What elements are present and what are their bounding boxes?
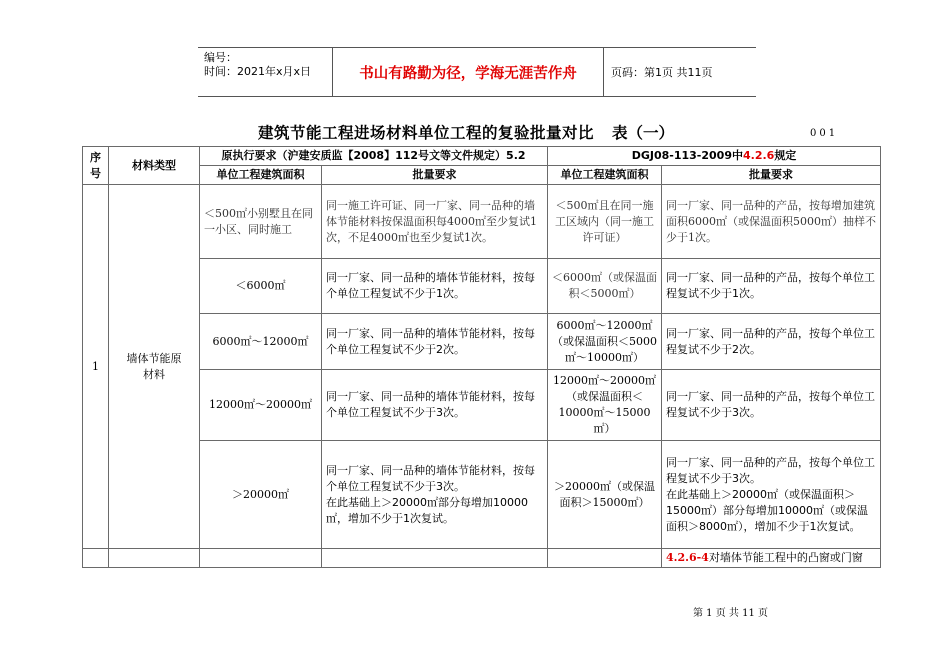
header-new-group-ref: 4.2.6 [742, 149, 775, 162]
row-material: 墙体节能原材料 [109, 185, 200, 549]
header-time-label: 时间：2021年x月x日 [204, 65, 312, 78]
table-row [83, 314, 881, 370]
header-new-group [548, 147, 881, 166]
old-req-line: 在此基础上＞20000㎡部分每增加10000㎡，增加不少于1次复试。 [326, 495, 528, 525]
page-footer: 第 1 页 共 11 页 [693, 608, 768, 619]
empty-cell [83, 549, 109, 568]
document-number: 001 [810, 128, 839, 139]
document-title-suffix: 表（一） [612, 124, 675, 142]
last-row-cell [662, 549, 881, 568]
header-divider [603, 48, 604, 96]
table-row [83, 259, 881, 314]
new-req-cell: 同一厂家、同一品种的产品，按每个单位工程复试不少于1次。 [662, 259, 881, 314]
header-motto: 书山有路勤为径，学海无涯苦作舟 [359, 65, 577, 82]
old-req-cell: 同一厂家、同一品种的墙体节能材料，按每个单位工程复试不少于2次。 [322, 314, 548, 370]
header-new-req: 批量要求 [662, 166, 881, 185]
new-area-cell: ＜500㎡且在同一施工区域内（同一施工许可证） [548, 185, 662, 259]
table-row [83, 441, 881, 549]
table-row [83, 549, 881, 568]
table-row [83, 370, 881, 441]
old-req-cell: 同一施工许可证、同一厂家、同一品种的墙体节能材料按保温面积每4000㎡至少复试1次，不足4000㎡也至少复试1次。 [322, 185, 548, 259]
table-subheader-row [83, 166, 881, 185]
old-req-cell: 同一厂家、同一品种的墙体节能材料，按每个单位工程复试不少于3次。 [322, 370, 548, 441]
header-number-label: 编号： [204, 51, 237, 64]
header-new-group-post: 规定 [774, 149, 797, 162]
last-row-text: 对墙体节能工程中的凸窗或门窗 [708, 551, 863, 564]
new-req-cell: 同一厂家、同一品种的产品，按每增加建筑面积6000㎡（或保温面积5000㎡）抽样不少于1次。 [662, 185, 881, 259]
new-area-cell: ＜6000㎡（或保温面积＜5000㎡） [548, 259, 662, 314]
header-old-req: 批量要求 [322, 166, 548, 185]
table-header-row [83, 147, 881, 166]
header-meta [204, 51, 311, 79]
new-area-cell: 6000㎡～12000㎡（或保温面积＜5000㎡～10000㎡） [548, 314, 662, 370]
old-req-cell: 同一厂家、同一品种的墙体节能材料，按每个单位工程复试不少于1次。 [322, 259, 548, 314]
header-material: 材料类型 [109, 147, 200, 185]
new-req-cell [662, 441, 881, 549]
old-req-cell [322, 441, 548, 549]
empty-cell [322, 549, 548, 568]
last-row-ref: 4.2.6-4 [666, 551, 709, 564]
new-req-line: 在此基础上＞20000㎡（或保温面积＞15000㎡）部分每增加10000㎡（或保温面积＞8000㎡），增加不少于1次复试。 [666, 487, 868, 533]
header-old-group: 原执行要求（沪建安质监【2008】112号文等文件规定）5.2 [200, 147, 548, 166]
comparison-table [82, 146, 881, 568]
empty-cell [109, 549, 200, 568]
new-area-cell: ＞20000㎡（或保温面积＞15000㎡） [548, 441, 662, 549]
old-req-line: 同一厂家、同一品种的墙体节能材料，按每个单位工程复试不少于3次。 [326, 463, 535, 493]
empty-cell [200, 549, 322, 568]
new-req-cell: 同一厂家、同一品种的产品，按每个单位工程复试不少于3次。 [662, 370, 881, 441]
document-title: 建筑节能工程进场材料单位工程的复验批量对比 [258, 124, 595, 142]
old-area-cell: ＞20000㎡ [200, 441, 322, 549]
page-header [198, 47, 756, 97]
old-area-cell: ＜6000㎡ [200, 259, 322, 314]
header-page-info: 页码：第1页 共11页 [611, 66, 713, 79]
header-old-area: 单位工程建筑面积 [200, 166, 322, 185]
header-new-area: 单位工程建筑面积 [548, 166, 662, 185]
new-area-cell: 12000㎡～20000㎡（或保温面积＜10000㎡～15000㎡） [548, 370, 662, 441]
table-row [83, 185, 881, 259]
empty-cell [548, 549, 662, 568]
header-new-group-pre: DGJ08-113-2009中 [631, 149, 743, 162]
header-seq: 序号 [83, 147, 109, 185]
new-req-cell: 同一厂家、同一品种的产品，按每个单位工程复试不少于2次。 [662, 314, 881, 370]
old-area-cell: ＜500㎡小别墅且在同一小区、同时施工 [200, 185, 322, 259]
row-seq: 1 [83, 185, 109, 549]
old-area-cell: 12000㎡～20000㎡ [200, 370, 322, 441]
new-req-line: 同一厂家、同一品种的产品，按每个单位工程复试不少于3次。 [666, 455, 875, 485]
old-area-cell: 6000㎡～12000㎡ [200, 314, 322, 370]
